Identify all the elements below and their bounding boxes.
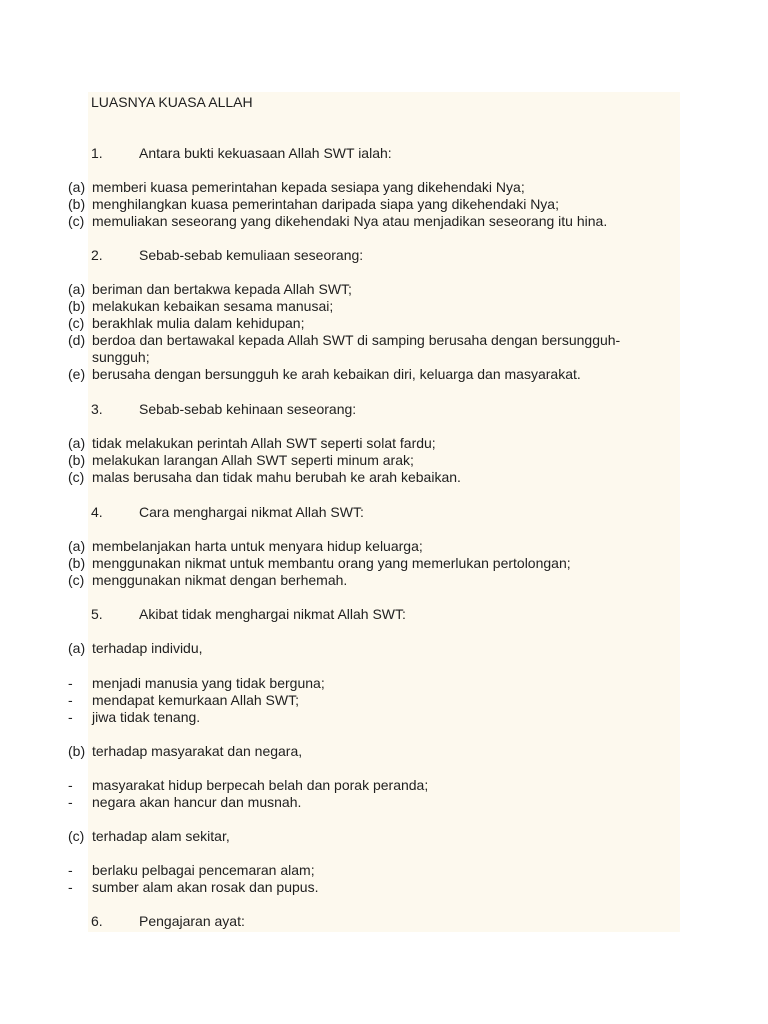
bullet-text: jiwa tidak tenang. (92, 709, 201, 725)
item-marker: (a) (68, 538, 86, 554)
item-text: melakukan larangan Allah SWT seperti minum arak; (92, 452, 414, 468)
section-heading-text: Pengajaran ayat: (139, 913, 245, 929)
item-marker: (b) (68, 298, 86, 314)
item-text: terhadap individu, (92, 640, 203, 656)
item-marker: (d) (68, 332, 86, 348)
item-text: berusaha dengan bersungguh ke arah kebaikan diri, keluarga dan masyarakat. (92, 366, 581, 382)
item-text: berakhlak mulia dalam kehidupan; (92, 315, 305, 331)
item-text: menggunakan nikmat dengan berhemah. (92, 572, 348, 588)
section-heading-text: Cara menghargai nikmat Allah SWT: (139, 504, 364, 520)
item-marker: (c) (68, 315, 85, 331)
section-heading-text: Sebab-sebab kemuliaan seseorang: (139, 247, 364, 263)
item-text: menggunakan nikmat untuk membantu orang yang memerlukan pertolongan; (92, 555, 571, 571)
section-heading-text: Sebab-sebab kehinaan seseorang: (139, 401, 357, 417)
item-text: terhadap alam sekitar, (92, 828, 230, 844)
bullet-marker: - (68, 692, 73, 708)
item-marker: (c) (68, 828, 85, 844)
item-text: memuliakan seseorang yang dikehendaki Nya atau menjadikan seseorang itu hina. (92, 213, 608, 229)
item-text: berdoa dan bertawakal kepada Allah SWT di samping berusaha dengan bersungguh- (92, 332, 621, 348)
item-text-continued: sungguh; (92, 349, 150, 365)
item-marker: (c) (68, 572, 85, 588)
bullet-text: masyarakat hidup berpecah belah dan porak peranda; (92, 777, 429, 793)
document-title: LUASNYA KUASA ALLAH (91, 94, 253, 110)
item-text: tidak melakukan perintah Allah SWT seperti solat fardu; (92, 435, 436, 451)
section-number: 3. (91, 401, 103, 417)
bullet-text: berlaku pelbagai pencemaran alam; (92, 862, 315, 878)
bullet-marker: - (68, 675, 73, 691)
item-marker: (a) (68, 640, 86, 656)
bullet-text: mendapat kemurkaan Allah SWT; (92, 692, 299, 708)
item-marker: (b) (68, 196, 86, 212)
item-marker: (b) (68, 452, 86, 468)
bullet-marker: - (68, 794, 73, 810)
section-number: 1. (91, 145, 103, 161)
section-number: 5. (91, 606, 103, 622)
section-heading-text: Antara bukti kekuasaan Allah SWT ialah: (139, 145, 392, 161)
item-marker: (c) (68, 469, 85, 485)
item-marker: (b) (68, 555, 86, 571)
section-number: 2. (91, 247, 103, 263)
item-text: menghilangkan kuasa pemerintahan daripada siapa yang dikehendaki Nya; (92, 196, 559, 212)
section-heading-text: Akibat tidak menghargai nikmat Allah SWT: (139, 606, 406, 622)
section-number: 4. (91, 504, 103, 520)
item-text: beriman dan bertakwa kepada Allah SWT; (92, 281, 352, 297)
item-marker: (a) (68, 281, 86, 297)
item-text: memberi kuasa pemerintahan kepada sesiapa yang dikehendaki Nya; (92, 179, 525, 195)
bullet-marker: - (68, 879, 73, 895)
item-marker: (b) (68, 743, 86, 759)
item-text: malas berusaha dan tidak mahu berubah ke arah kebaikan. (92, 469, 461, 485)
item-text: membelanjakan harta untuk menyara hidup keluarga; (92, 538, 423, 554)
bullet-text: menjadi manusia yang tidak berguna; (92, 675, 325, 691)
section-number: 6. (91, 913, 103, 929)
item-marker: (a) (68, 179, 86, 195)
item-marker: (c) (68, 213, 85, 229)
bullet-marker: - (68, 777, 73, 793)
bullet-text: negara akan hancur dan musnah. (92, 794, 302, 810)
item-marker: (a) (68, 435, 86, 451)
bullet-text: sumber alam akan rosak dan pupus. (92, 879, 319, 895)
bullet-marker: - (68, 862, 73, 878)
bullet-marker: - (68, 709, 73, 725)
item-text: melakukan kebaikan sesama manusai; (92, 298, 334, 314)
item-marker: (e) (68, 366, 86, 382)
item-text: terhadap masyarakat dan negara, (92, 743, 303, 759)
